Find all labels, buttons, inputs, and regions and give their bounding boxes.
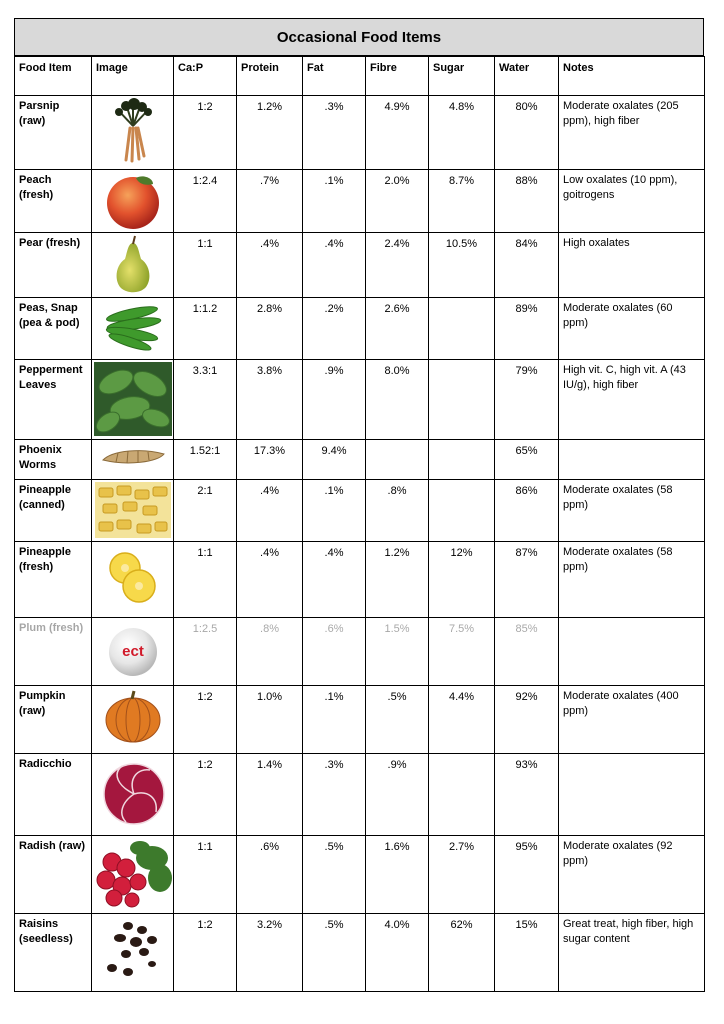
fat-cell: .5% <box>303 914 366 992</box>
col-water: Water <box>495 57 559 96</box>
fibre-cell: 4.0% <box>366 914 429 992</box>
notes-cell: Moderate oxalates (92 ppm) <box>559 836 705 914</box>
fibre-cell: 1.2% <box>366 542 429 618</box>
raisins-icon <box>98 916 168 986</box>
protein-cell: .8% <box>237 618 303 686</box>
col-image: Image <box>92 57 174 96</box>
notes-cell: Moderate oxalates (400 ppm) <box>559 686 705 754</box>
food-item-cell: Peach (fresh) <box>15 170 92 233</box>
col-food-item: Food Item <box>15 57 92 96</box>
peppermint-icon <box>94 362 172 436</box>
plum-icon <box>103 620 163 680</box>
food-table <box>14 56 705 992</box>
fat-cell: .1% <box>303 686 366 754</box>
food-image-cell <box>92 754 174 836</box>
water-cell: 89% <box>495 298 559 360</box>
sugar-cell <box>429 480 495 542</box>
col-fat: Fat <box>303 57 366 96</box>
cap-cell: 1.52:1 <box>174 440 237 480</box>
food-item-cell: Plum (fresh) <box>15 618 92 686</box>
food-image-cell <box>92 480 174 542</box>
sugar-cell: 4.4% <box>429 686 495 754</box>
protein-cell: .4% <box>237 542 303 618</box>
fibre-cell: 1.6% <box>366 836 429 914</box>
water-cell: 86% <box>495 480 559 542</box>
sugar-cell: 8.7% <box>429 170 495 233</box>
fat-cell: .3% <box>303 96 366 170</box>
fat-cell: .3% <box>303 754 366 836</box>
food-item-cell: Radicchio <box>15 754 92 836</box>
fat-cell: .9% <box>303 360 366 440</box>
protein-cell: .4% <box>237 480 303 542</box>
protein-cell: 3.2% <box>237 914 303 992</box>
cap-cell: 1:1 <box>174 542 237 618</box>
radicchio-icon <box>98 756 168 830</box>
fibre-cell: 2.4% <box>366 233 429 298</box>
table-row <box>15 914 705 992</box>
protein-cell: 3.8% <box>237 360 303 440</box>
food-item-cell: Peas, Snap (pea & pod) <box>15 298 92 360</box>
pineapple-canned-icon <box>95 482 171 538</box>
food-image-cell <box>92 233 174 298</box>
table-row <box>15 233 705 298</box>
water-cell: 88% <box>495 170 559 233</box>
fat-cell: .1% <box>303 170 366 233</box>
fibre-cell: .8% <box>366 480 429 542</box>
fibre-cell: 1.5% <box>366 618 429 686</box>
water-cell: 92% <box>495 686 559 754</box>
food-image-cell <box>92 170 174 233</box>
col-cap: Ca:P <box>174 57 237 96</box>
sugar-cell <box>429 298 495 360</box>
sugar-cell <box>429 360 495 440</box>
cap-cell: 1:1 <box>174 233 237 298</box>
food-item-cell: Pear (fresh) <box>15 233 92 298</box>
food-item-cell: Phoenix Worms <box>15 440 92 480</box>
cap-cell: 1:2 <box>174 914 237 992</box>
cap-cell: 1:2 <box>174 96 237 170</box>
food-image-cell <box>92 440 174 480</box>
fat-cell: .5% <box>303 836 366 914</box>
water-cell: 85% <box>495 618 559 686</box>
sugar-cell: 10.5% <box>429 233 495 298</box>
cap-cell: 1:2 <box>174 754 237 836</box>
notes-cell <box>559 754 705 836</box>
water-cell: 87% <box>495 542 559 618</box>
header-row <box>15 57 705 96</box>
table-row <box>15 686 705 754</box>
table-row <box>15 360 705 440</box>
fibre-cell: .5% <box>366 686 429 754</box>
fat-cell: .6% <box>303 618 366 686</box>
fibre-cell: .9% <box>366 754 429 836</box>
fat-cell: .1% <box>303 480 366 542</box>
sugar-cell: 62% <box>429 914 495 992</box>
table-row <box>15 542 705 618</box>
fibre-cell: 2.6% <box>366 298 429 360</box>
food-image-cell <box>92 686 174 754</box>
fibre-cell <box>366 440 429 480</box>
sugar-cell <box>429 440 495 480</box>
notes-cell: Low oxalates (10 ppm), goitrogens <box>559 170 705 233</box>
cap-cell: 1:2.5 <box>174 618 237 686</box>
food-item-cell: Radish (raw) <box>15 836 92 914</box>
sugar-cell: 2.7% <box>429 836 495 914</box>
fat-cell: .4% <box>303 542 366 618</box>
water-cell: 15% <box>495 914 559 992</box>
notes-cell: High oxalates <box>559 233 705 298</box>
water-cell: 95% <box>495 836 559 914</box>
protein-cell: 1.4% <box>237 754 303 836</box>
food-item-cell: Pineapple (fresh) <box>15 542 92 618</box>
food-sheet <box>14 18 704 992</box>
protein-cell: .6% <box>237 836 303 914</box>
sugar-cell <box>429 754 495 836</box>
protein-cell: .7% <box>237 170 303 233</box>
water-cell: 65% <box>495 440 559 480</box>
table-row <box>15 440 705 480</box>
phoenix-worms-icon <box>98 442 168 472</box>
radish-icon <box>94 838 172 910</box>
fibre-cell: 2.0% <box>366 170 429 233</box>
food-image-cell <box>92 836 174 914</box>
fat-cell: .4% <box>303 233 366 298</box>
water-cell: 80% <box>495 96 559 170</box>
col-notes: Notes <box>559 57 705 96</box>
notes-cell: Moderate oxalates (205 ppm), high fiber <box>559 96 705 170</box>
cap-cell: 2:1 <box>174 480 237 542</box>
food-item-cell: Pineapple (canned) <box>15 480 92 542</box>
table-row <box>15 170 705 233</box>
food-image-cell <box>92 298 174 360</box>
pear-icon <box>110 235 156 295</box>
notes-cell: High vit. C, high vit. A (43 IU/g), high fiber <box>559 360 705 440</box>
notes-cell <box>559 440 705 480</box>
col-fibre: Fibre <box>366 57 429 96</box>
sugar-cell: 12% <box>429 542 495 618</box>
food-image-cell <box>92 914 174 992</box>
water-cell: 93% <box>495 754 559 836</box>
food-image-cell <box>92 360 174 440</box>
table-row <box>15 618 705 686</box>
fibre-cell: 8.0% <box>366 360 429 440</box>
fibre-cell: 4.9% <box>366 96 429 170</box>
table-row <box>15 298 705 360</box>
food-item-cell: Raisins (seedless) <box>15 914 92 992</box>
cap-cell: 1:2 <box>174 686 237 754</box>
col-protein: Protein <box>237 57 303 96</box>
fat-cell: 9.4% <box>303 440 366 480</box>
protein-cell: .4% <box>237 233 303 298</box>
table-row <box>15 836 705 914</box>
notes-cell: Moderate oxalates (58 ppm) <box>559 480 705 542</box>
pineapple-fresh-icon <box>103 544 163 610</box>
col-sugar: Sugar <box>429 57 495 96</box>
notes-cell <box>559 618 705 686</box>
protein-cell: 17.3% <box>237 440 303 480</box>
food-item-cell: Pumpkin (raw) <box>15 686 92 754</box>
food-image-cell <box>92 618 174 686</box>
table-row <box>15 96 705 170</box>
water-cell: 84% <box>495 233 559 298</box>
table-row <box>15 754 705 836</box>
cap-cell: 1:1.2 <box>174 298 237 360</box>
table-row <box>15 480 705 542</box>
notes-cell: Moderate oxalates (60 ppm) <box>559 298 705 360</box>
plum-image-text: ect <box>121 643 144 660</box>
food-item-cell: Pepperment Leaves <box>15 360 92 440</box>
food-item-cell: Parsnip (raw) <box>15 96 92 170</box>
sugar-cell: 7.5% <box>429 618 495 686</box>
parsnip-icon <box>108 98 158 164</box>
fat-cell: .2% <box>303 298 366 360</box>
sugar-cell: 4.8% <box>429 96 495 170</box>
protein-cell: 1.0% <box>237 686 303 754</box>
snap-peas-icon <box>102 300 164 352</box>
cap-cell: 3.3:1 <box>174 360 237 440</box>
food-image-cell <box>92 542 174 618</box>
water-cell: 79% <box>495 360 559 440</box>
notes-cell: Great treat, high fiber, high sugar content <box>559 914 705 992</box>
protein-cell: 1.2% <box>237 96 303 170</box>
cap-cell: 1:1 <box>174 836 237 914</box>
peach-icon <box>103 172 163 230</box>
pumpkin-icon <box>103 688 163 746</box>
food-image-cell <box>92 96 174 170</box>
cap-cell: 1:2.4 <box>174 170 237 233</box>
sheet-title: Occasional Food Items <box>14 18 704 56</box>
protein-cell: 2.8% <box>237 298 303 360</box>
notes-cell: Moderate oxalates (58 ppm) <box>559 542 705 618</box>
